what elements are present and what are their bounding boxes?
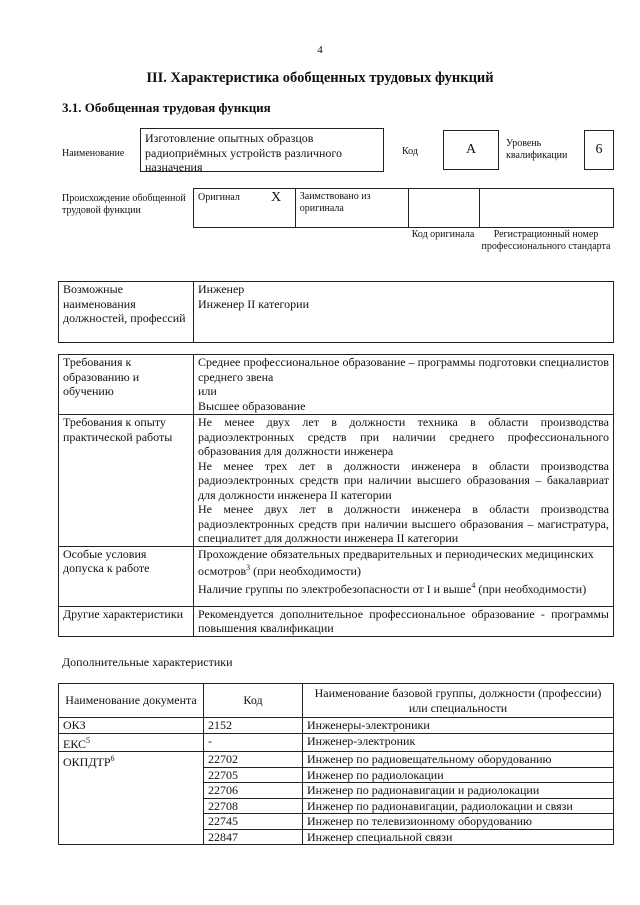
education-requirements [194,355,614,415]
positions-label: Возможные наименования должностей, профессий [59,282,194,343]
row-code: - [204,733,303,752]
page-number: 4 [317,44,323,56]
table-row [59,733,614,752]
original-label: Оригинал [194,189,258,228]
level-value-box [584,130,614,170]
row-name: Инженер по радионавигации, радиолокации и связи [303,798,614,814]
row-code: 22702 [204,752,303,768]
name-value-box [140,128,384,172]
table-row [59,752,614,768]
positions-values [194,282,614,343]
row-doc: ОКЗ [59,718,204,734]
requirement-line: Наличие группы по электробезопасности от I и выше$^4$ (при необходимости) [198,580,587,596]
positions-table [58,281,614,343]
other-characteristics: Рекомендуется дополнительное профессиональное образование - программы повышения квалификации [194,606,614,636]
experience-requirements [194,415,614,547]
requirement-line: Не менее двух лет в должности инженера в области производства радиоэлектронных средств при наличии высшего образования – магистратура, специалитет для должности инженера II категории [198,502,609,545]
position-item: Инженер [198,282,245,296]
other-characteristics-label: Другие характеристики [59,606,194,636]
code-value: А [465,142,477,157]
requirements-table [58,354,614,637]
special-conditions [194,546,614,606]
table-row [59,718,614,734]
row-code: 22706 [204,783,303,799]
header-group-name: Наименование базовой группы, должности (профессии) или специальности [303,684,614,718]
code-original-caption: Код оригинала [411,229,475,240]
requirement-line: Высшее образование [198,398,306,413]
code-value-box [443,130,499,170]
row-code: 22705 [204,767,303,783]
special-conditions-label: Особые условия допуска к работе [59,546,194,606]
row-code: 22708 [204,798,303,814]
borrowed-label: Заимствовано из оригинала [295,189,408,228]
requirement-line: Не менее двух лет в должности техника в области производства радиоэлектронных средств при наличии среднего профессионального образования для должности инженера [198,415,609,458]
row-name: Инженер специальной связи [303,829,614,845]
reg-number-cell [479,189,613,228]
row-code: 22745 [204,814,303,830]
requirement-line: Среднее профессиональное образование – программы подготовки специалистов среднего звена [198,355,609,384]
level-value: 6 [595,142,603,157]
additional-table [58,683,614,845]
origin-table [193,188,614,228]
row-name: Инженер по радионавигации и радиолокации [303,783,614,799]
reg-number-caption: Регистрационный номер профессионального стандарта [481,229,611,252]
name-value: Изготовление опытных образцов радиоприёмных устройств различного назначения [145,131,343,174]
row-name: Инженер по телевизионному оборудованию [303,814,614,830]
row-doc: ЕКС$^5$ [59,733,204,752]
row-code: 2152 [204,718,303,734]
row-name: Инженеры-электроники [303,718,614,734]
requirement-line: Не менее трех лет в должности инженера в области производства радиоэлектронных средств при наличии высшего образования – бакалавриат для должности инженера II категории [198,458,609,502]
row-doc: ОКПДТР$^6$ [59,752,204,845]
original-mark: X [257,189,295,228]
header-code: Код [204,684,303,718]
section-title: III. Характеристика обобщенных трудовых функций [146,70,494,86]
row-name: Инженер-электроник [303,733,614,752]
additional-title: Дополнительные характеристики [62,655,233,669]
code-label: Код [402,146,418,157]
row-code: 22847 [204,829,303,845]
name-label: Наименование [62,148,125,159]
requirement-line: или [198,384,217,398]
requirement-line: Прохождение обязательных предварительных и периодических медицинских осмотров$^3$ (при необходимости) [198,546,594,578]
education-label: Требования к образованию и обучению [59,355,194,415]
code-original-cell [409,189,480,228]
header-document: Наименование документа [59,684,204,718]
subsection-title: 3.1. Обобщенная трудовая функция [62,100,271,115]
row-name: Инженер по радиолокации [303,767,614,783]
origin-label: Происхождение обобщенной трудовой функции [62,193,186,216]
position-item: Инженер II категории [198,296,309,311]
experience-label: Требования к опыту практической работы [59,415,194,547]
row-name: Инженер по радиовещательному оборудованию [303,752,614,768]
level-label: Уровень квалификации [506,138,568,161]
